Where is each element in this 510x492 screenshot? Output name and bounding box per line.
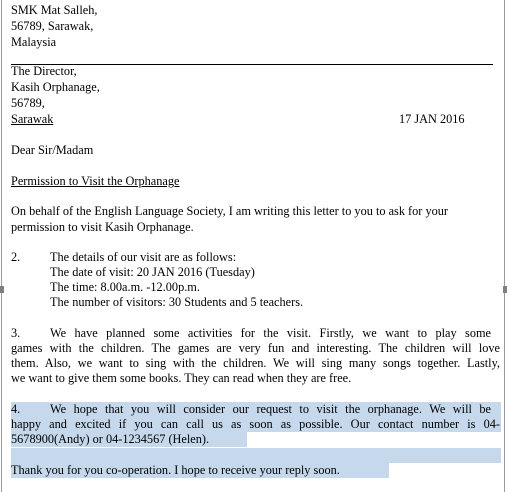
sender-line-1: SMK Mat Salleh, <box>11 3 98 17</box>
recipient-line-3: 56789, <box>11 96 45 110</box>
blank-line-highlight <box>11 448 501 463</box>
recipient-line-4: Sarawak <box>11 112 54 126</box>
para2-line-1: The details of our visit are as follows: <box>50 250 237 264</box>
left-margin-handle[interactable] <box>0 286 4 293</box>
para2-line-4: The number of visitors: 30 Students and 5 teachers. <box>50 295 304 309</box>
document-page <box>1 0 505 492</box>
para3-number: 3. <box>11 326 21 340</box>
letter-date: 17 JAN 2016 <box>399 112 465 126</box>
para2-line-2: The date of visit: 20 JAN 2016 (Tuesday) <box>50 265 255 279</box>
sender-line-2: 56789, Sarawak, <box>11 19 94 33</box>
subject-line: Permission to Visit the Orphanage <box>11 174 180 188</box>
sender-line-3: Malaysia <box>11 35 57 49</box>
para3-line-2: games with the children. The games are very fun and interesting. The children will love <box>11 341 500 355</box>
para3-line-4: we want to give them some books. They can read when they are free. <box>11 371 352 385</box>
header-divider <box>11 64 493 65</box>
para2-number: 2. <box>11 250 21 264</box>
para4-line-2: happy and excited if you can call us as soon as possible. Our contact number is 04- <box>11 417 500 431</box>
para4-number: 4. <box>11 402 21 416</box>
para4-line-3: 5678900(Andy) or 04-1234567 (Helen). <box>11 432 210 446</box>
intro-line-1: On behalf of the English Language Society, I am writing this letter to you to ask for your <box>11 204 449 218</box>
intro-line-2: permission to visit Kasih Orphanage. <box>11 220 194 234</box>
para2-line-3: The time: 8.00a.m. -12.00p.m. <box>50 280 200 294</box>
right-margin-handle[interactable] <box>503 286 507 293</box>
para3-line-3: them. Also, we want to sing with the children. We will sing many songs together. Lastly, <box>11 356 500 370</box>
para4-line-1: We hope that you will consider our request to visit the orphanage. We will be <box>50 402 491 416</box>
para3-line-1: We have planned some activities for the visit. Firstly, we want to play some <box>50 326 491 340</box>
recipient-line-2: Kasih Orphanage, <box>11 80 100 94</box>
closing-line: Thank you for you co-operation. I hope to receive your reply soon. <box>11 463 340 477</box>
salutation: Dear Sir/Madam <box>11 143 94 157</box>
recipient-line-1: The Director, <box>11 64 77 78</box>
